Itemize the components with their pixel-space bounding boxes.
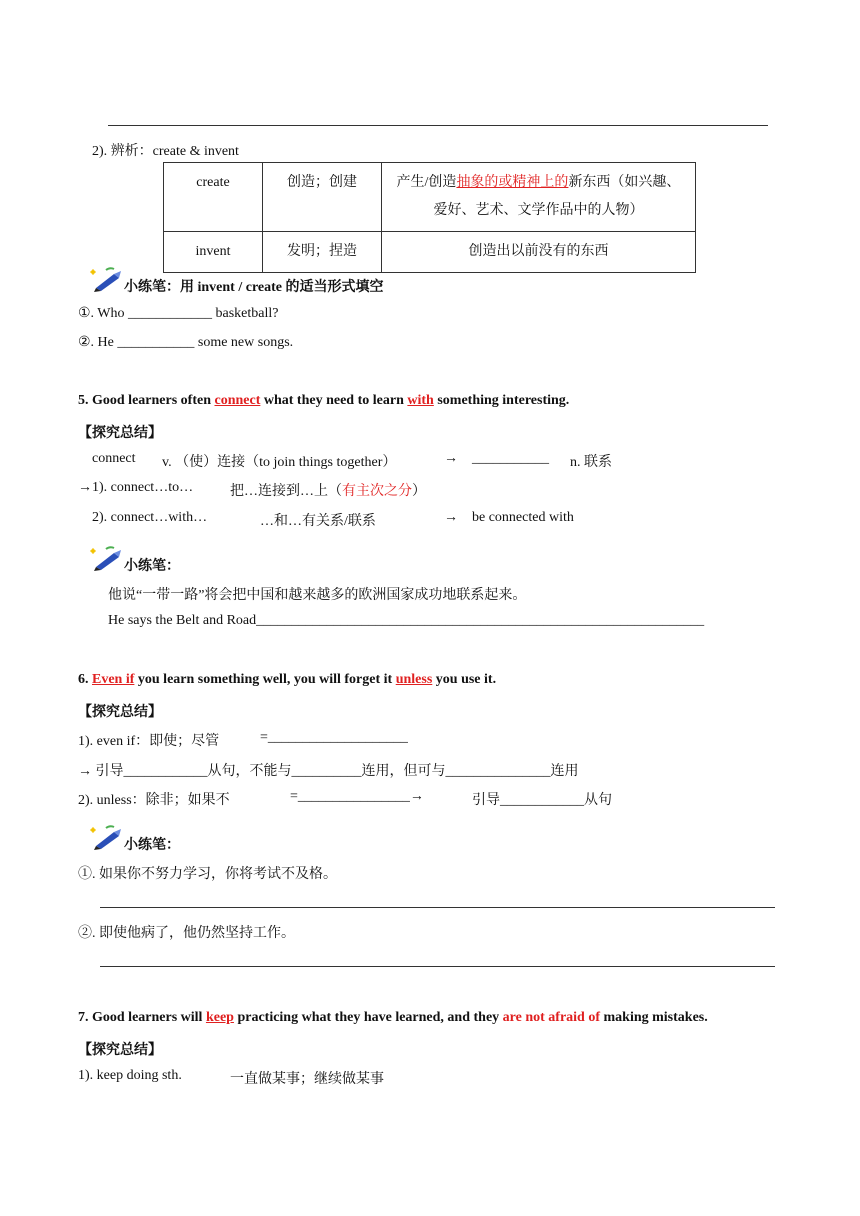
- blank: ___________: [472, 451, 549, 466]
- phrase-1: 1). keep doing sth.: [78, 1068, 182, 1083]
- sentence-6: 6. Even if you learn something well, you will forget it unless you use it.: [78, 672, 497, 687]
- table-cell-usage: 产生/创造抽象的或精神上的新东西（如兴趣、爱好、艺术、文学作品中的人物）: [382, 163, 696, 232]
- phrase-1-meaning: 一直做某事；继续做某事: [230, 1072, 384, 1087]
- phrase-2: 2). connect…with…: [92, 510, 208, 525]
- vocab-noun: n. 联系: [570, 455, 612, 470]
- phrase-1: →1). connect…to…: [78, 480, 194, 495]
- comparison-table: [163, 162, 696, 273]
- practice-title: 小练笔：用 invent / create 的适当形式填空: [124, 280, 384, 295]
- pen-icon: [88, 824, 122, 850]
- vocab-word: connect: [92, 451, 136, 466]
- table-cell-word: invent: [164, 232, 263, 273]
- table-cell-meaning: 创造；创建: [263, 163, 382, 232]
- translation-prompt: ②. 即使他病了，他仍然坚持工作。: [78, 926, 295, 941]
- arrow: →: [444, 510, 458, 525]
- practice-title: 小练笔：: [124, 838, 180, 853]
- translation-prompt: 他说“一带一路”将会把中国和越来越多的欧洲国家成功地联系起来。: [108, 588, 527, 603]
- phrase-1-meaning: 把…连接到…上（有主次之分）: [230, 484, 426, 499]
- phrase-2-passive: be connected with: [472, 510, 574, 525]
- sentence-7: 7. Good learners will keep practicing what they have learned, and they are not afraid of making mistakes.: [78, 1010, 708, 1025]
- exercise-item: ②. He ___________ some new songs.: [78, 335, 294, 350]
- usage-note: → 引导____________从句，不能与__________连用，但可与_______________连用: [78, 764, 579, 779]
- pen-icon: [88, 545, 122, 571]
- translation-answer-line: He says the Belt and Road________________________________________________________________: [108, 613, 705, 628]
- practice-title: 小练笔：: [124, 559, 180, 574]
- table-cell-word: create: [164, 163, 263, 232]
- arrow: →: [444, 451, 458, 466]
- summary-label: 【探究总结】: [78, 1043, 162, 1058]
- answer-line: [100, 966, 775, 967]
- blank: =____________________: [260, 730, 408, 745]
- table-row: [164, 163, 696, 232]
- vocab-definition: v. （使）连接（to join things together）: [162, 455, 397, 470]
- section-heading: 2). 辨析：create & invent: [92, 144, 239, 159]
- translation-prompt: ①. 如果你不努力学习，你将考试不及格。: [78, 867, 337, 882]
- blank: =________________→: [290, 789, 424, 804]
- pen-icon: [88, 266, 122, 292]
- sentence-5: 5. Good learners often connect what they need to learn with something interesting.: [78, 393, 570, 408]
- phrase-2: 2). unless：除非；如果不: [78, 793, 230, 808]
- phrase-2-meaning: …和…有关系/联系: [260, 514, 376, 529]
- usage-note: 引导____________从句: [472, 793, 612, 808]
- summary-label: 【探究总结】: [78, 426, 162, 441]
- table-row: [164, 232, 696, 273]
- answer-line: [100, 907, 775, 908]
- table-cell-usage: 创造出以前没有的东西: [382, 232, 696, 273]
- phrase-1: 1). even if：即使；尽管: [78, 734, 220, 749]
- exercise-item: ①. Who ____________ basketball?: [78, 306, 279, 321]
- table-cell-meaning: 发明；捏造: [263, 232, 382, 273]
- top-divider: [108, 125, 768, 126]
- summary-label: 【探究总结】: [78, 705, 162, 720]
